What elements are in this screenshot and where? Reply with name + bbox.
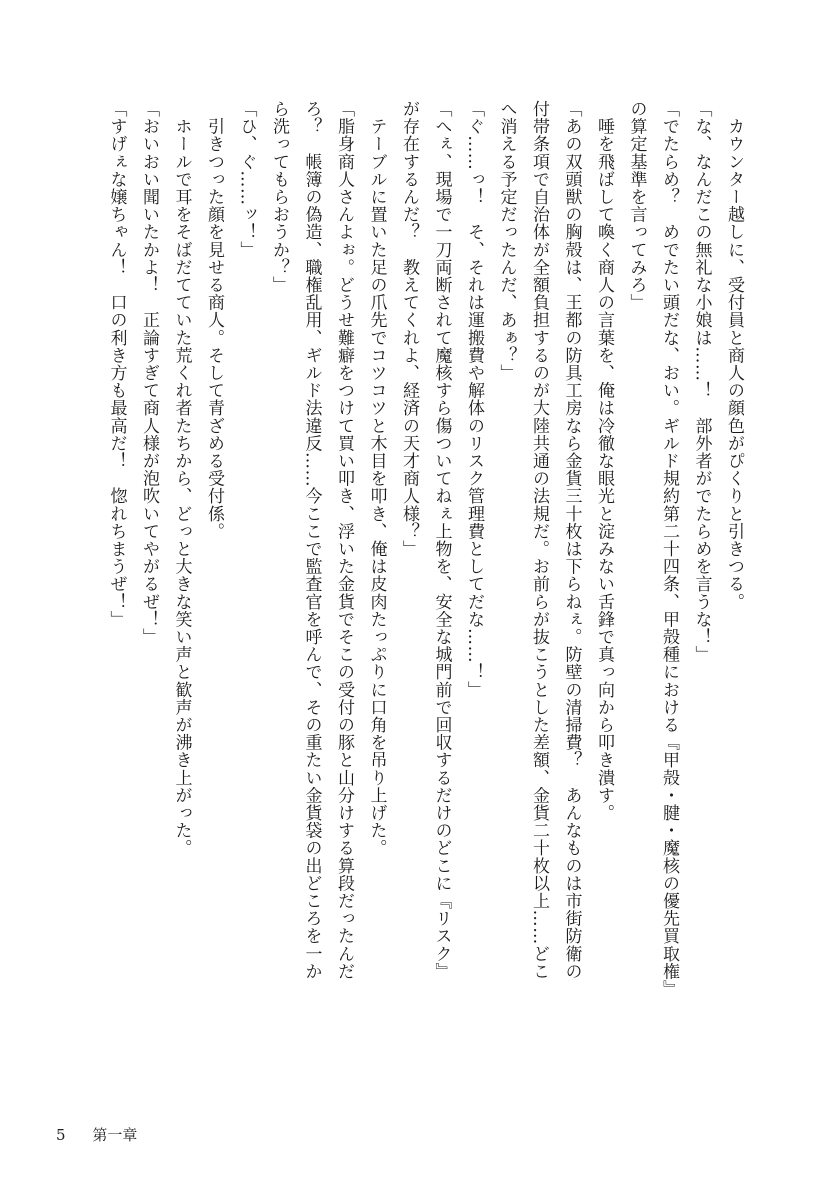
text-line: ろ？ 帳簿の偽造、職権乱用、ギルド法違反……今ここで監査官を呼んで、その重たい金貨袋の出どころを一か — [301, 100, 322, 980]
text-line: 唾を飛ばして喚く商人の言葉を、俺は冷徹な眼光と淀みない舌鋒で真っ向から叩き潰す。 — [594, 100, 614, 822]
text-line: 「でたらめ？ めでたい頭だな、おい。ギルド規約第二十四条、甲殻種における『甲殻・腱・魔核の優先買取権』 — [659, 100, 679, 998]
text-line: 「ひ、ぐ……ッ！」 — [236, 100, 257, 259]
text-line: 「脂身商人さんよぉ。どうせ難癖をつけて買い叩き、浮いた金貨でそこの受付の豚と山分けする算段だったんだ — [334, 100, 354, 980]
text-line: 「あの双頭獣の胸殻は、王都の防具工房なら金貨三十枚は下らねぇ。防壁の清掃費？ あんなものは市街防衛の — [561, 100, 582, 980]
page-number: 5 — [56, 1126, 66, 1144]
text-line: 「おいおい聞いたかよ！ 正論すぎて商人様が泡吹いてやがるぜ！」 — [139, 100, 159, 646]
text-line: が存在するんだ？ 教えてくれよ、経済の天才商人様？」 — [399, 100, 419, 558]
text-line: 「すげぇな嬢ちゃん！ 口の利き方も最高だ！ 惚れちまうぜ！」 — [106, 100, 127, 628]
text-line: 引きつった顔を見せる商人。そして青ざめる受付係。 — [204, 100, 224, 540]
text-line: カウンター越しに、受付員と商人の顔色がぴくりと引きつる。 — [724, 100, 744, 611]
text-line: の算定基準を言ってみろ」 — [626, 100, 647, 312]
page-footer — [56, 1124, 137, 1145]
text-line: へ消える予定だったんだ、あぁ？」 — [496, 100, 517, 382]
text-line: 「へぇ、現場で一刀両断されて魔核すら傷ついてねぇ上物を、安全な城門前で回収するだけのどこに『リスク』 — [431, 100, 452, 980]
text-line: 付帯条項で自治体が全額負担するのが大陸共通の法規だ。お前らが抜こうとした差額、金貨二十枚以上……どこ — [529, 100, 549, 980]
text-line: 「ぐ……っ！ そ、それは運搬費や解体のリスク管理費としてだな……！」 — [464, 100, 484, 699]
text-line: テーブルに置いた足の爪先でコツコツと木目を叩き、俺は皮肉たっぷりに口角を吊り上げた。 — [366, 100, 387, 857]
chapter-title: 第一章 — [92, 1126, 138, 1144]
text-line: ホールで耳をそばだてていた荒くれ者たちから、どっと大きな笑い声と歓声が沸き上がった。 — [171, 100, 192, 857]
text-line: ら洗ってもらおうか？」 — [269, 100, 289, 294]
vertical-text-body — [100, 100, 750, 1100]
text-line: 「な、なんだこの無礼な小娘は……！ 部外者がでたらめを言うな！」 — [691, 100, 712, 664]
